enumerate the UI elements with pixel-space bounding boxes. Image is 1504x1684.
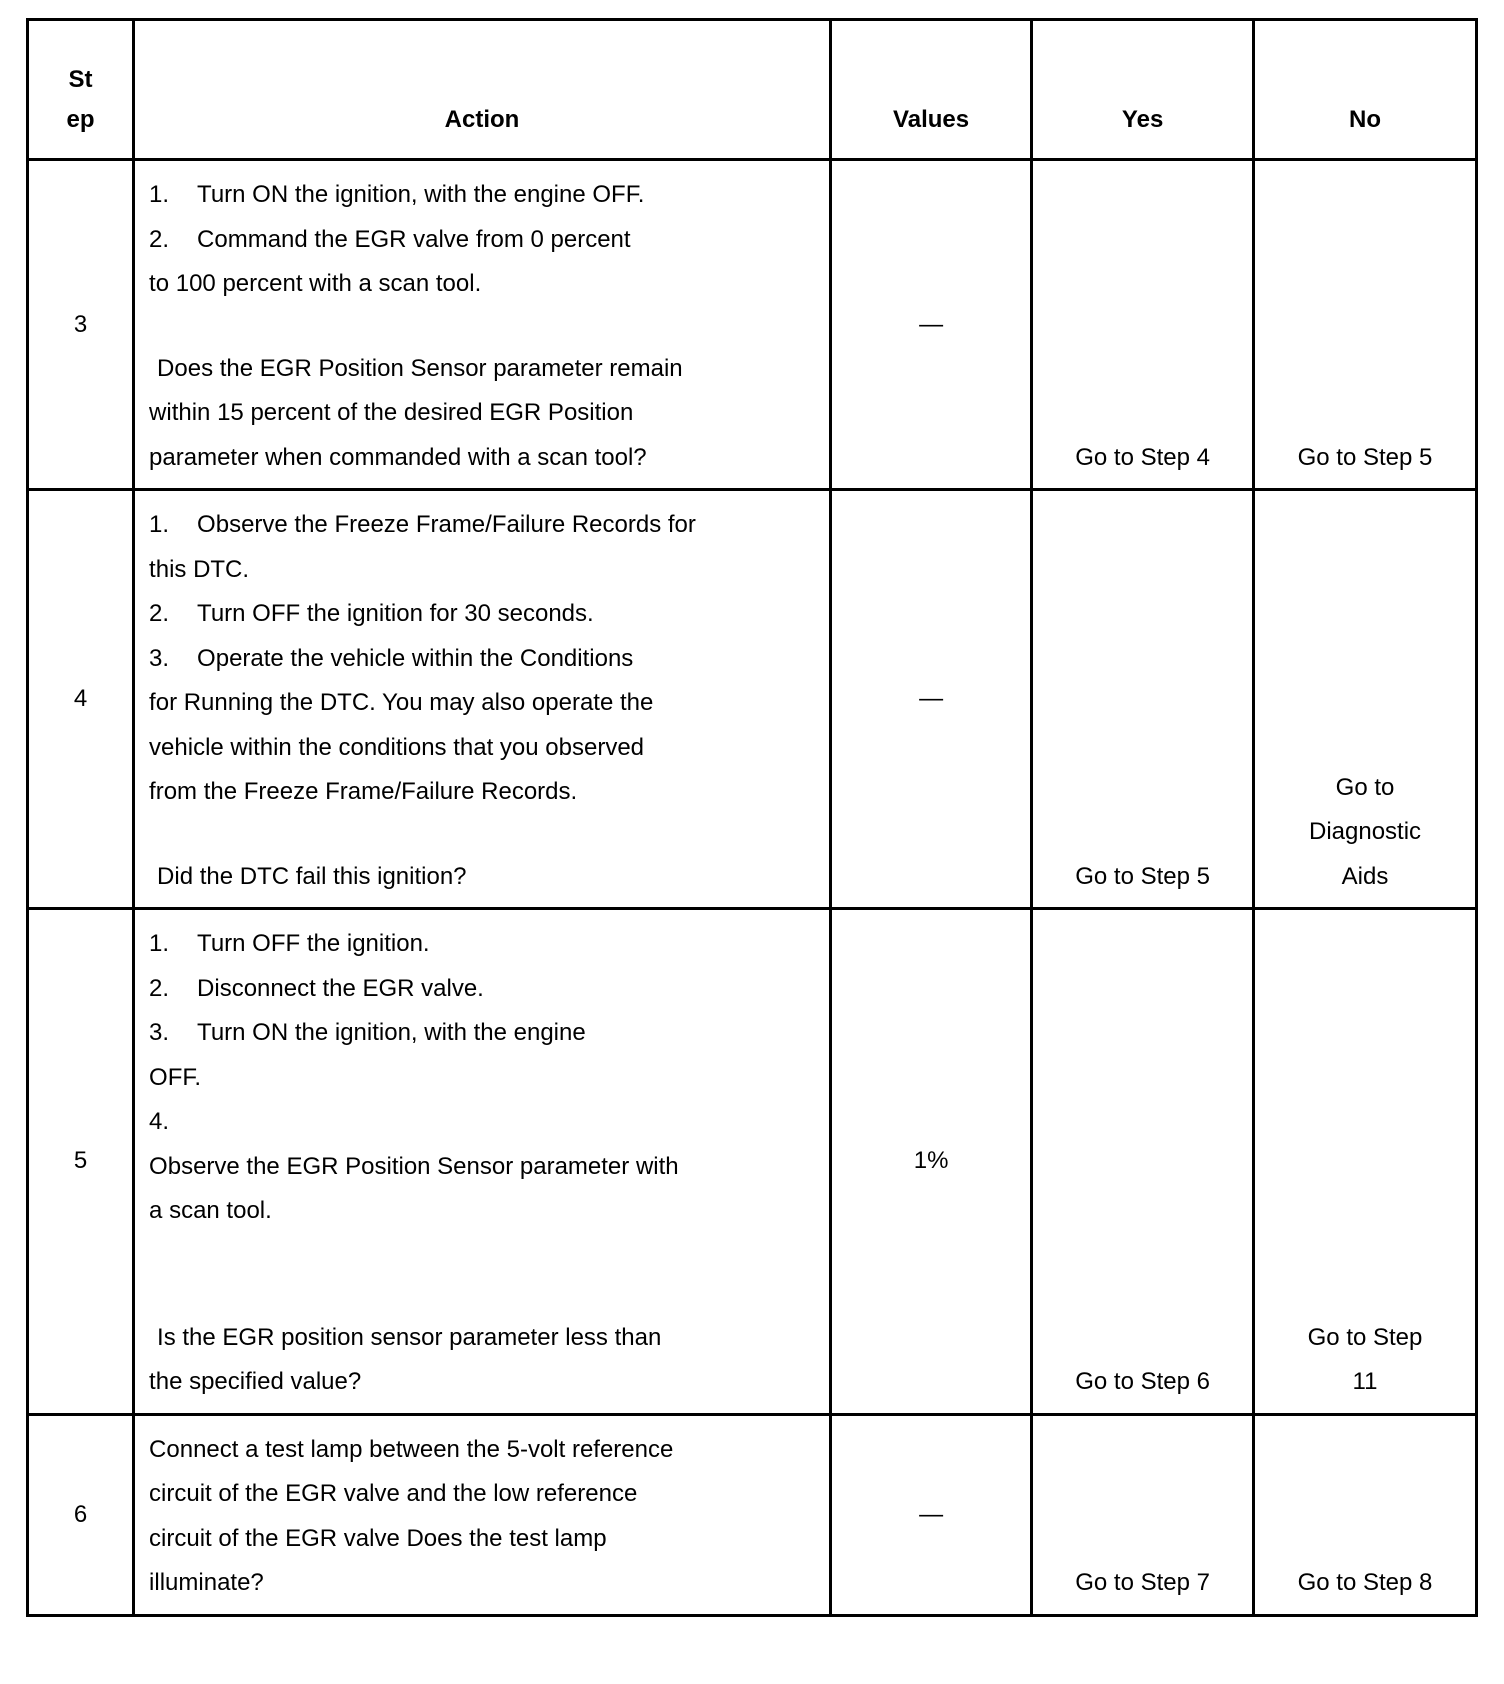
action-continuation: a scan tool. [149,1197,272,1224]
value-cell: — [830,490,1031,909]
text-line: circuit of the EGR valve Does the test lamp [149,1524,607,1552]
step-number: 4 [28,490,134,909]
value-cell: 1% [830,909,1031,1415]
action-continuation: 4. [149,1108,170,1135]
action-item: 1. Turn OFF the ignition. [149,930,430,957]
header-step [28,20,134,160]
action-continuation: OFF. [149,1063,202,1091]
action-item: 3. Operate the vehicle within the Conditions [149,644,634,672]
action-cell [134,490,831,909]
header-step-line1: St [68,66,93,93]
action-item: 1. Turn ON the ignition, with the engine OFF. [149,181,645,208]
action-item: 2. Disconnect the EGR valve. [149,974,484,1002]
yes-cell: Go to Step 7 [1032,1414,1254,1615]
text-line: Connect a test lamp between the 5-volt reference [149,1435,674,1463]
action-continuation: this DTC. [149,555,250,583]
question-line: the specified value? [149,1368,362,1395]
header-row [28,20,1477,160]
value-cell: — [830,160,1031,490]
no-cell: Go to Step 5 [1254,160,1477,490]
table-row-step-6 [28,1414,1477,1615]
yes-cell: Go to Step 4 [1032,160,1254,490]
diagnostic-table [26,18,1478,1617]
action-cell [134,1414,831,1615]
no-cell: Go to Step 11 [1254,909,1477,1415]
action-continuation: for Running the DTC. You may also operate the [149,689,654,716]
value-cell: — [830,1414,1031,1615]
header-values: Values [830,20,1031,160]
action-item: 2. Command the EGR valve from 0 percent [149,225,631,253]
question-line: parameter when commanded with a scan tool? [149,443,647,471]
action-cell [134,909,831,1415]
action-continuation: from the Freeze Frame/Failure Records. [149,778,578,805]
header-action: Action [134,20,831,160]
header-yes: Yes [1032,20,1254,160]
action-item: 2. Turn OFF the ignition for 30 seconds. [149,600,594,627]
header-step-line2: ep [66,106,95,133]
question-line: within 15 percent of the desired EGR Position [149,399,634,426]
text-line: illuminate? [149,1569,264,1596]
table-row-step-4 [28,490,1477,909]
table-row-step-3 [28,160,1477,490]
action-continuation: vehicle within the conditions that you observed [149,733,645,761]
question-line: Does the EGR Position Sensor parameter remain [157,354,683,382]
yes-cell: Go to Step 5 [1032,490,1254,909]
yes-cell: Go to Step 6 [1032,909,1254,1415]
step-number: 5 [28,909,134,1415]
text-line: circuit of the EGR valve and the low reference [149,1480,638,1507]
table-row-step-5 [28,909,1477,1415]
question-line: Is the EGR position sensor parameter less than [157,1323,662,1351]
action-item: 1. Observe the Freeze Frame/Failure Records for [149,511,696,538]
question-line: Did the DTC fail this ignition? [157,862,467,890]
step-number: 3 [28,160,134,490]
action-continuation: to 100 percent with a scan tool. [149,270,482,297]
action-item: 3. Turn ON the ignition, with the engine [149,1019,586,1046]
header-no: No [1254,20,1477,160]
no-cell: Go to Step 8 [1254,1414,1477,1615]
action-cell [134,160,831,490]
step-number: 6 [28,1414,134,1615]
no-cell: Go to Diagnostic Aids [1254,490,1477,909]
action-continuation: Observe the EGR Position Sensor parameter with [149,1152,679,1180]
